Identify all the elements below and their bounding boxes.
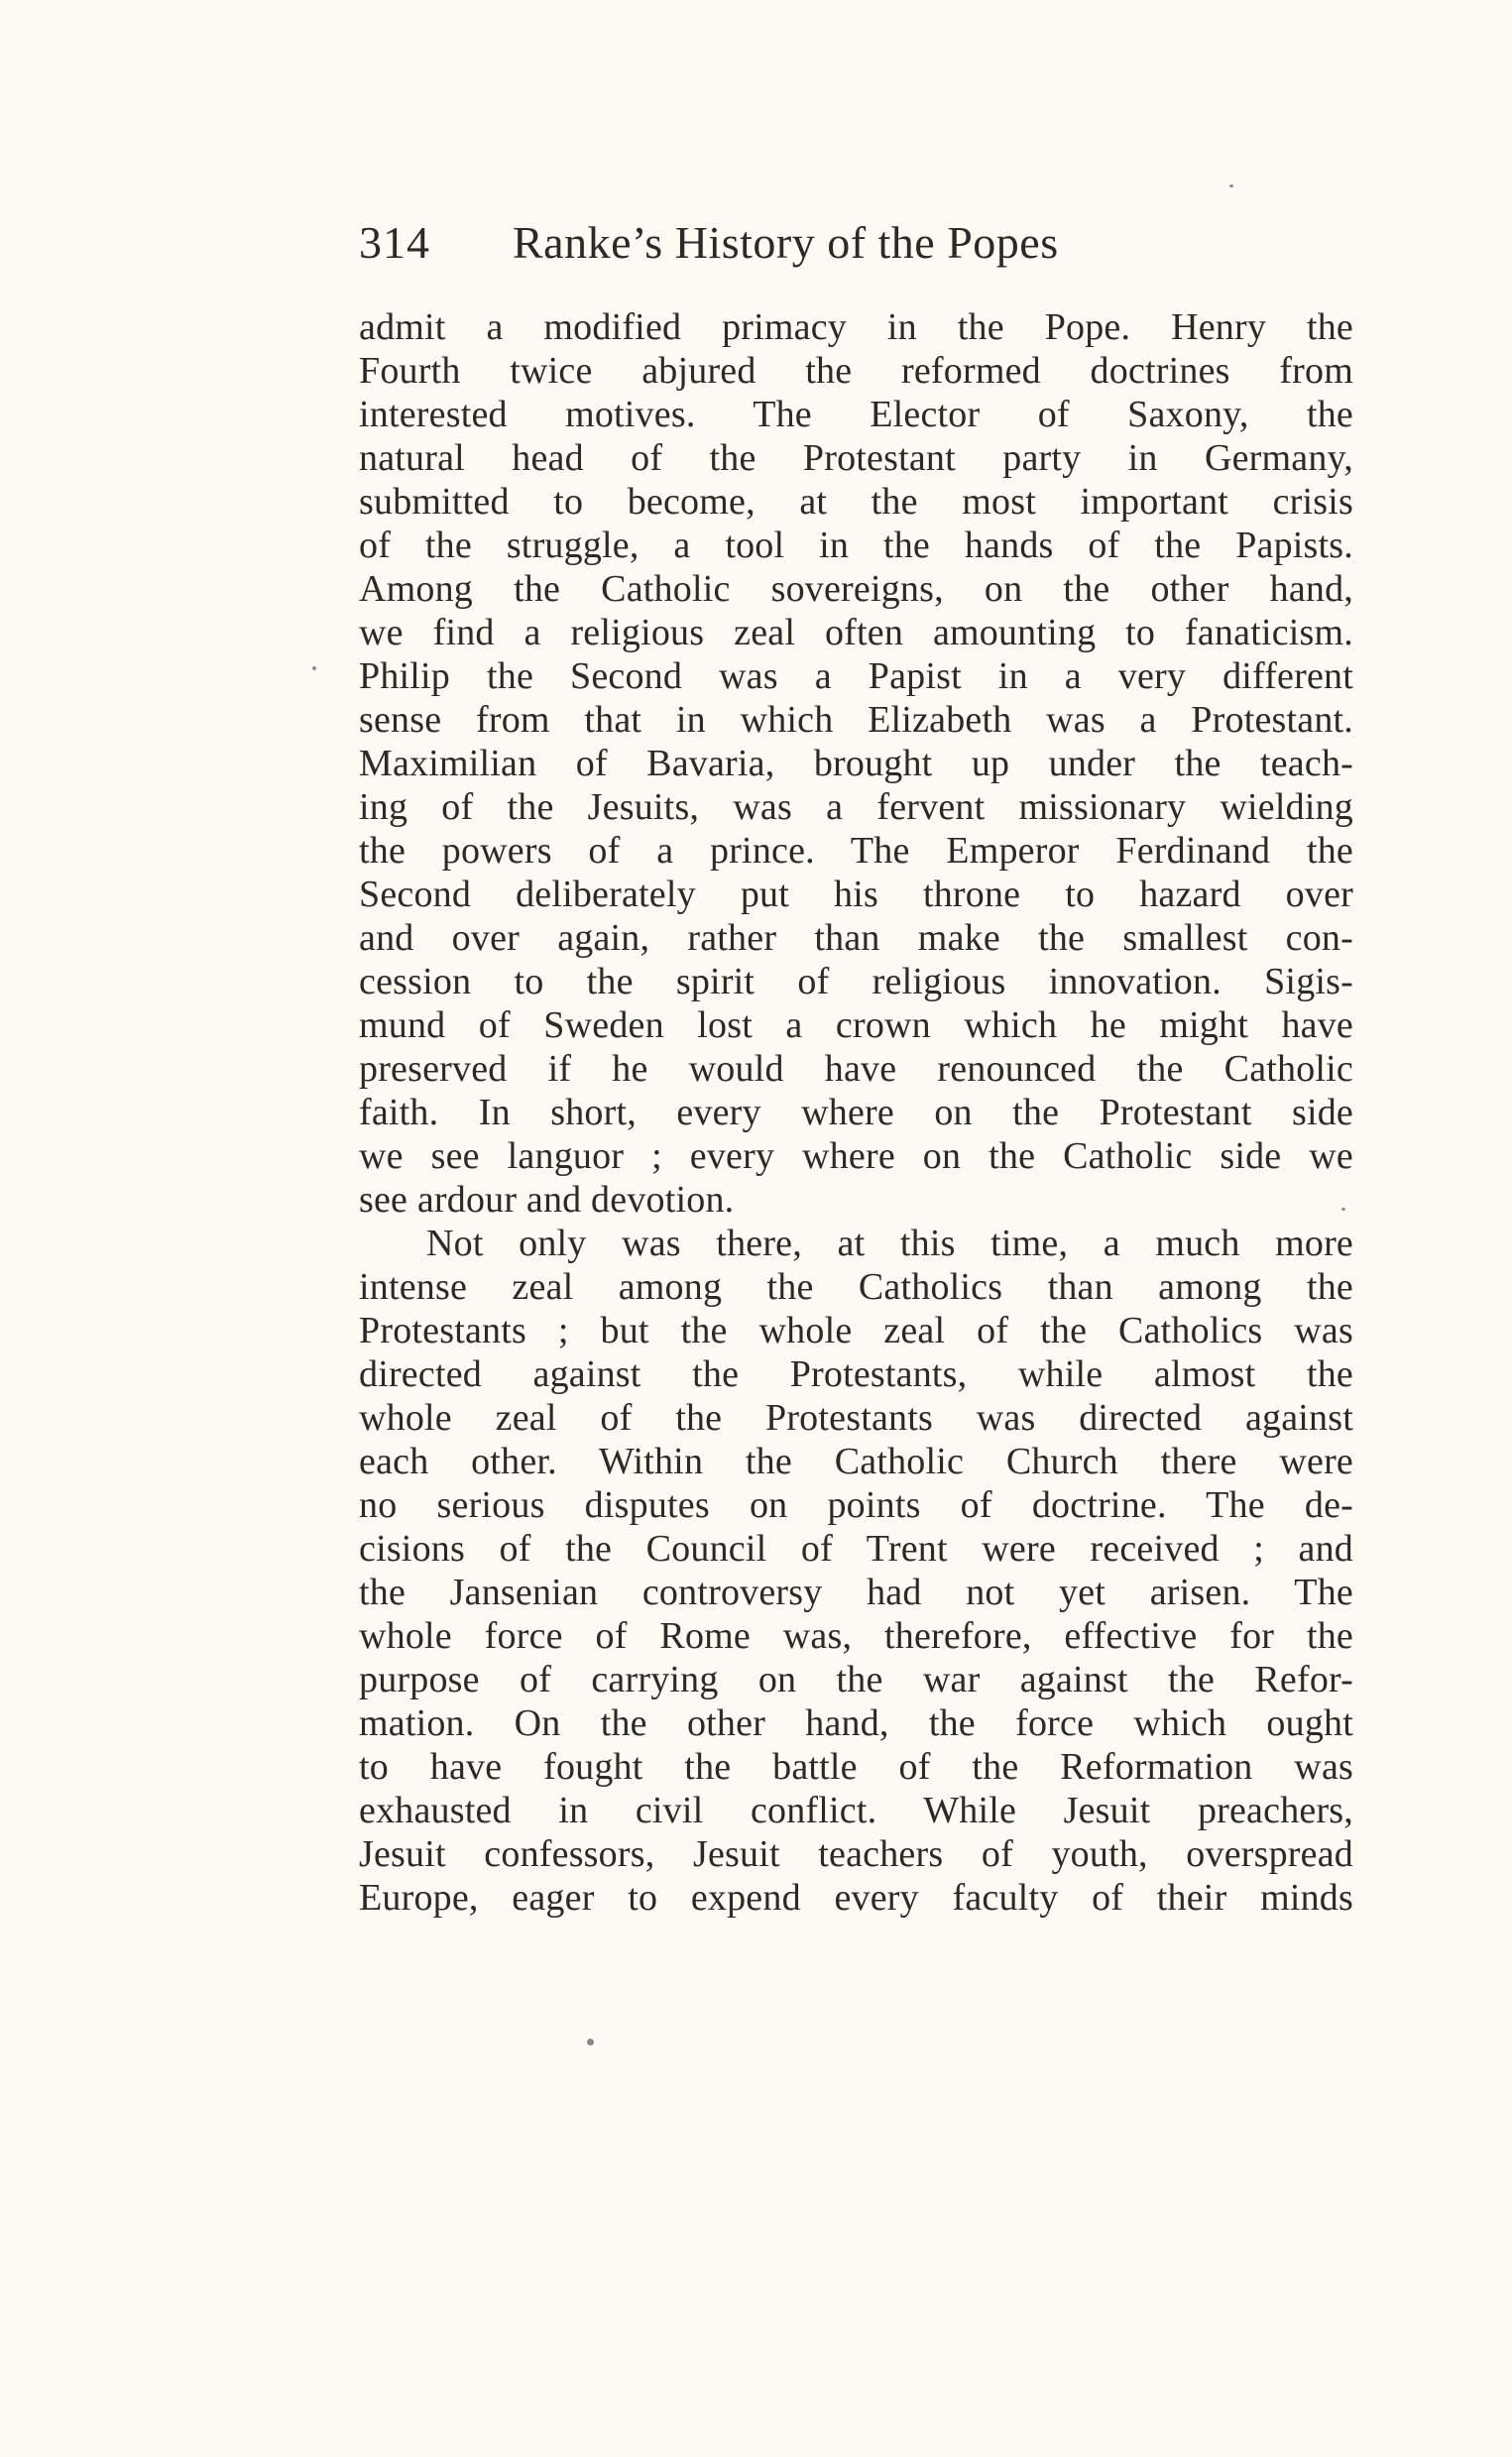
text-line: mund of Sweden lost a crown which he might have	[359, 1004, 1353, 1046]
text-line: no serious disputes on points of doctrine. The de-	[359, 1484, 1353, 1526]
text-line: cession to the spirit of religious innovation. Sigis-	[359, 961, 1353, 1002]
text-line: the powers of a prince. The Emperor Ferdinand the	[359, 830, 1353, 872]
text-line: Protestants ; but the whole zeal of the Catholics was	[359, 1310, 1353, 1351]
text-line: purpose of carrying on the war against the Refor-	[359, 1659, 1353, 1700]
text-line: each other. Within the Catholic Church there were	[359, 1441, 1353, 1482]
text-line: and over again, rather than make the smallest con-	[359, 917, 1353, 959]
text-line: ing of the Jesuits, was a fervent missionary wielding	[359, 786, 1353, 828]
text-line: we see languor ; every where on the Catholic side we	[359, 1135, 1353, 1177]
text-line: of the struggle, a tool in the hands of the Papists.	[359, 525, 1353, 566]
text-line: sense from that in which Elizabeth was a Protestant.	[359, 699, 1353, 741]
text-line: Jesuit confessors, Jesuit teachers of youth, overspread	[359, 1833, 1353, 1875]
paper-speck	[1229, 184, 1233, 187]
text-line: interested motives. The Elector of Saxony, the	[359, 394, 1353, 435]
text-line: preserved if he would have renounced the Catholic	[359, 1048, 1353, 1090]
text-line: Maximilian of Bavaria, brought up under the teach-	[359, 743, 1353, 784]
paragraph-first-line: Not only was there, at this time, a much more	[426, 1223, 1353, 1264]
paper-speck	[587, 2039, 594, 2046]
text-line: Philip the Second was a Papist in a very different	[359, 655, 1353, 697]
text-line: Fourth twice abjured the reformed doctrines from	[359, 350, 1353, 392]
text-line: see ardour and devotion.	[359, 1179, 735, 1221]
text-line: intense zeal among the Catholics than among the	[359, 1266, 1353, 1308]
text-line: mation. On the other hand, the force which ought	[359, 1702, 1353, 1744]
body-text	[359, 305, 1353, 1920]
text-line: exhausted in civil conflict. While Jesuit preachers,	[359, 1790, 1353, 1831]
text-line: directed against the Protestants, while almost the	[359, 1353, 1353, 1395]
text-line: the Jansenian controversy had not yet arisen. The	[359, 1572, 1353, 1613]
text-line: Among the Catholic sovereigns, on the other hand,	[359, 568, 1353, 610]
text-line: admit a modified primacy in the Pope. Henry the	[359, 306, 1353, 348]
page-number: 314	[359, 217, 430, 268]
text-line: Second deliberately put his throne to hazard over	[359, 874, 1353, 915]
text-line: faith. In short, every where on the Protestant side	[359, 1092, 1353, 1133]
text-line: submitted to become, at the most important crisis	[359, 481, 1353, 523]
text-line: Europe, eager to expend every faculty of their minds	[359, 1877, 1353, 1919]
text-line: we find a religious zeal often amounting to fanaticism.	[359, 612, 1353, 653]
page-header	[359, 208, 1350, 278]
running-head-title: Ranke’s History of the Popes	[513, 217, 1059, 268]
text-line: to have fought the battle of the Reformation was	[359, 1746, 1353, 1788]
text-line: cisions of the Council of Trent were received ; and	[359, 1528, 1353, 1570]
paper-speck	[1341, 1208, 1345, 1211]
text-line: whole zeal of the Protestants was directed against	[359, 1397, 1353, 1439]
text-line: whole force of Rome was, therefore, effective for the	[359, 1615, 1353, 1657]
text-line: natural head of the Protestant party in Germany,	[359, 437, 1353, 479]
paper-speck	[312, 666, 316, 670]
